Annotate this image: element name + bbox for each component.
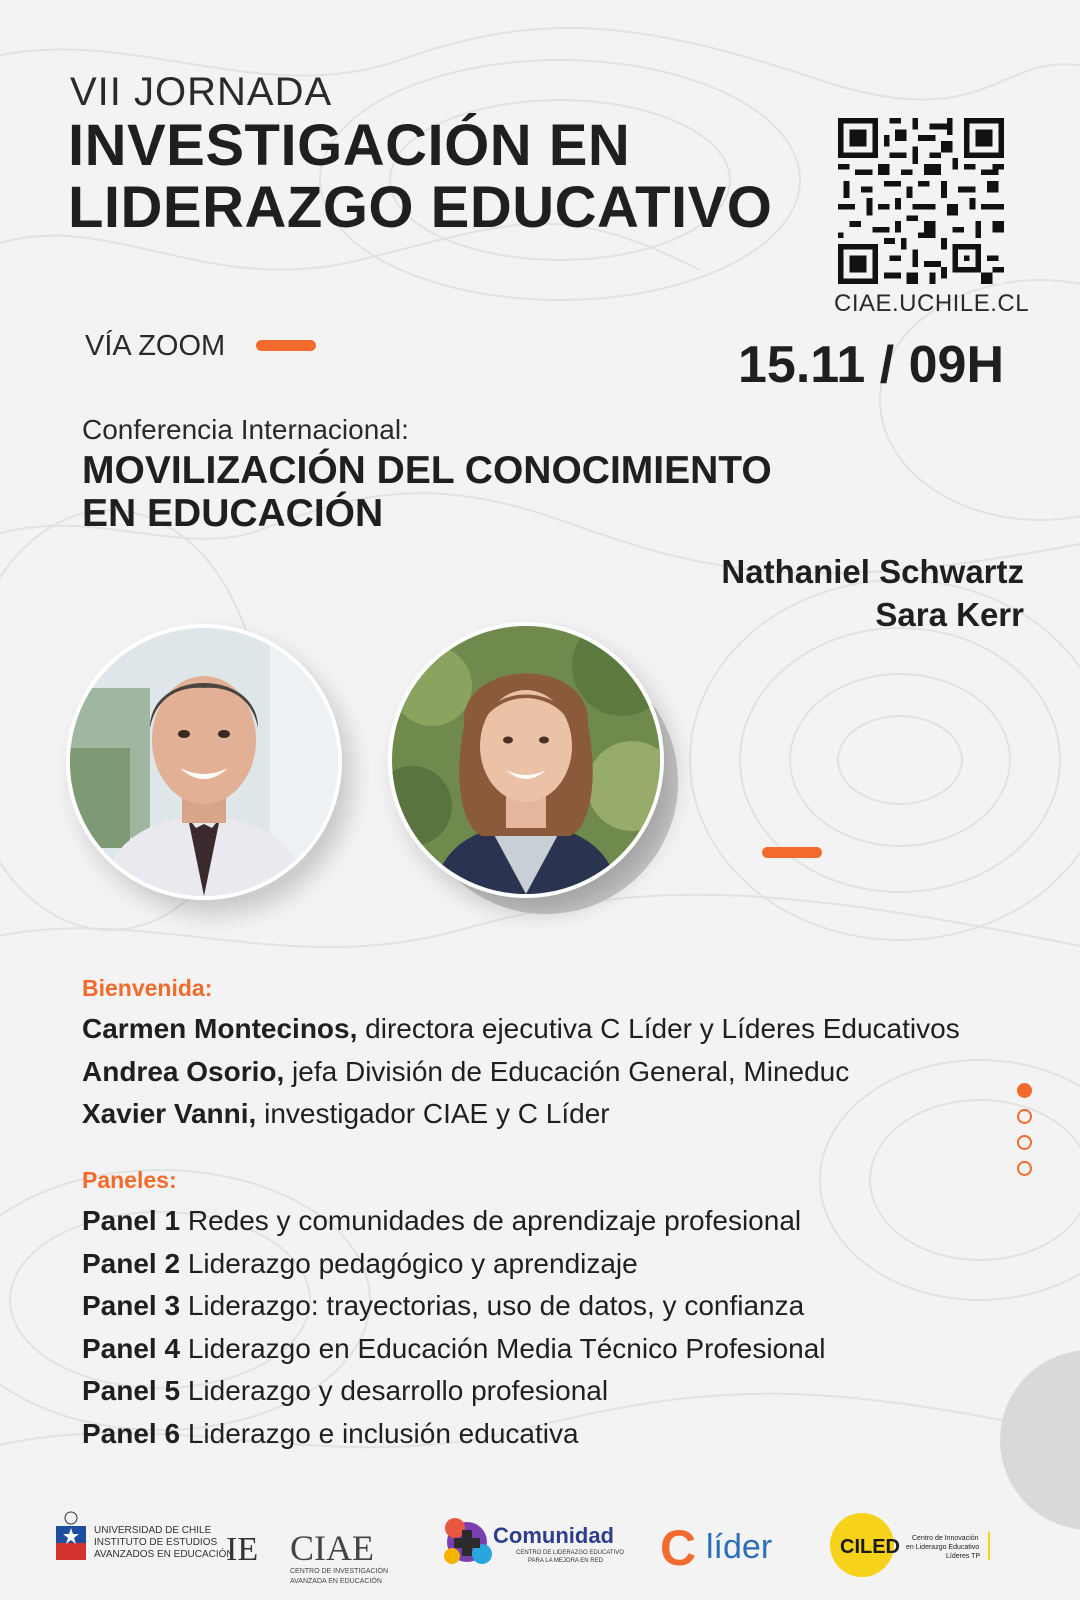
list-item xyxy=(82,1328,826,1371)
ciled-sub-3: Líderes TP xyxy=(946,1553,981,1560)
panel-name: Panel 4 xyxy=(82,1332,181,1364)
conference-title-line-2: EN EDUCACIÓN xyxy=(82,492,384,535)
website-link[interactable]: CIAE.UCHILE.CL xyxy=(834,290,1030,317)
panel-name: Panel 5 xyxy=(82,1375,181,1406)
uchile-logo xyxy=(56,1512,258,1568)
person-name: Xavier Vanni, xyxy=(82,1098,257,1129)
list-item xyxy=(82,1285,826,1328)
qr-code[interactable] xyxy=(838,118,1004,284)
panel-topic: Liderazgo: trayectorias, uso de datos, y confianza xyxy=(180,1290,805,1321)
title-line-2: LIDERAZGO EDUCATIVO xyxy=(68,175,773,240)
uchile-line-1: UNIVERSIDAD DE CHILE xyxy=(94,1525,212,1536)
list-item xyxy=(82,1243,826,1286)
welcome-label: Bienvenida: xyxy=(82,975,213,1001)
conference-title-line-1: MOVILIZACIÓN DEL CONOCIMIENTO xyxy=(82,449,772,492)
event-datetime: 15.11 / 09H xyxy=(738,336,1004,394)
speaker-name: Sara Kerr xyxy=(875,596,1024,633)
ciae-wordmark: CIAE xyxy=(290,1528,374,1568)
person-role: directora ejecutiva C Líder y Líderes Educativos xyxy=(357,1013,960,1044)
accent-dash xyxy=(256,340,316,351)
list-item xyxy=(82,1200,826,1243)
conference-label: Conferencia Internacional: xyxy=(82,414,409,445)
person-name: Andrea Osorio, xyxy=(82,1055,285,1087)
list-item xyxy=(82,1370,826,1413)
clider-c: C xyxy=(660,1520,697,1576)
uchile-line-2: INSTITUTO DE ESTUDIOS xyxy=(94,1537,218,1548)
clider-logo xyxy=(660,1520,772,1576)
panel-name: Panel 1 xyxy=(82,1205,181,1236)
partner-logos xyxy=(0,1500,1080,1590)
ciled-wordmark: CILED xyxy=(840,1536,900,1558)
dot-filled xyxy=(1017,1083,1032,1098)
dot-outline xyxy=(1017,1161,1032,1176)
panel-topic: Liderazgo e inclusión educativa xyxy=(180,1417,579,1449)
event-series: VII JORNADA xyxy=(70,70,333,114)
person-role: investigador CIAE y C Líder xyxy=(256,1098,610,1129)
ciled-logo xyxy=(830,1513,990,1577)
person-name: Carmen Montecinos, xyxy=(82,1013,358,1044)
panels-list xyxy=(82,1200,826,1455)
panel-name: Panel 6 xyxy=(82,1417,181,1449)
woman-portrait-image xyxy=(392,626,660,894)
event-title xyxy=(68,115,772,239)
panels-label: Paneles: xyxy=(82,1167,177,1193)
panel-topic: Liderazgo pedagógico y aprendizaje xyxy=(180,1247,638,1279)
welcome-list xyxy=(82,1008,960,1136)
comunidad-sub-1: CENTRO DE LIDERAZGO EDUCATIVO xyxy=(516,1550,624,1556)
panel-name: Panel 2 xyxy=(82,1247,181,1279)
dot-outline xyxy=(1017,1109,1032,1124)
dot-outline xyxy=(1017,1135,1032,1150)
comunidad-wordmark: Comunidad xyxy=(493,1523,614,1548)
speaker-photo-2 xyxy=(388,622,664,898)
list-item xyxy=(82,1008,960,1051)
speaker-photo-1 xyxy=(66,624,342,900)
ciae-sub-1: CENTRO DE INVESTIGACIÓN xyxy=(290,1568,389,1575)
ciae-logo xyxy=(290,1528,388,1585)
comunidad-sub-2: PARA LA MEJORA EN RED xyxy=(528,1558,603,1564)
person-role: jefa División de Educación General, Mineduc xyxy=(284,1055,850,1087)
accent-dash xyxy=(762,847,822,858)
speaker-names xyxy=(721,550,1024,636)
man-portrait-image xyxy=(70,628,338,896)
event-mode: VÍA ZOOM xyxy=(85,330,226,362)
panel-topic: Redes y comunidades de aprendizaje profesional xyxy=(180,1205,802,1236)
pagination-dots xyxy=(1017,1083,1032,1187)
ciled-sub-1: Centro de Innovación xyxy=(912,1535,979,1542)
comunidad-logo xyxy=(444,1518,624,1564)
panel-topic: Liderazgo en Educación Media Técnico Profesional xyxy=(180,1332,826,1364)
list-item xyxy=(82,1051,960,1094)
conference-title xyxy=(82,449,772,535)
ciae-sub-2: AVANZADA EN EDUCACIÓN xyxy=(290,1578,382,1585)
uchile-line-3: AVANZADOS EN EDUCACIÓN xyxy=(94,1549,234,1560)
panel-name: Panel 3 xyxy=(82,1290,181,1321)
speaker-name: Nathaniel Schwartz xyxy=(721,553,1024,590)
title-line-1: INVESTIGACIÓN EN xyxy=(68,113,631,178)
clider-wordmark: líder xyxy=(706,1528,773,1566)
list-item xyxy=(82,1413,826,1456)
ie-logo: IE xyxy=(226,1531,259,1568)
panel-topic: Liderazgo y desarrollo profesional xyxy=(180,1375,609,1406)
ciled-sub-2: en Liderazgo Educativo xyxy=(906,1544,980,1551)
list-item xyxy=(82,1093,960,1136)
